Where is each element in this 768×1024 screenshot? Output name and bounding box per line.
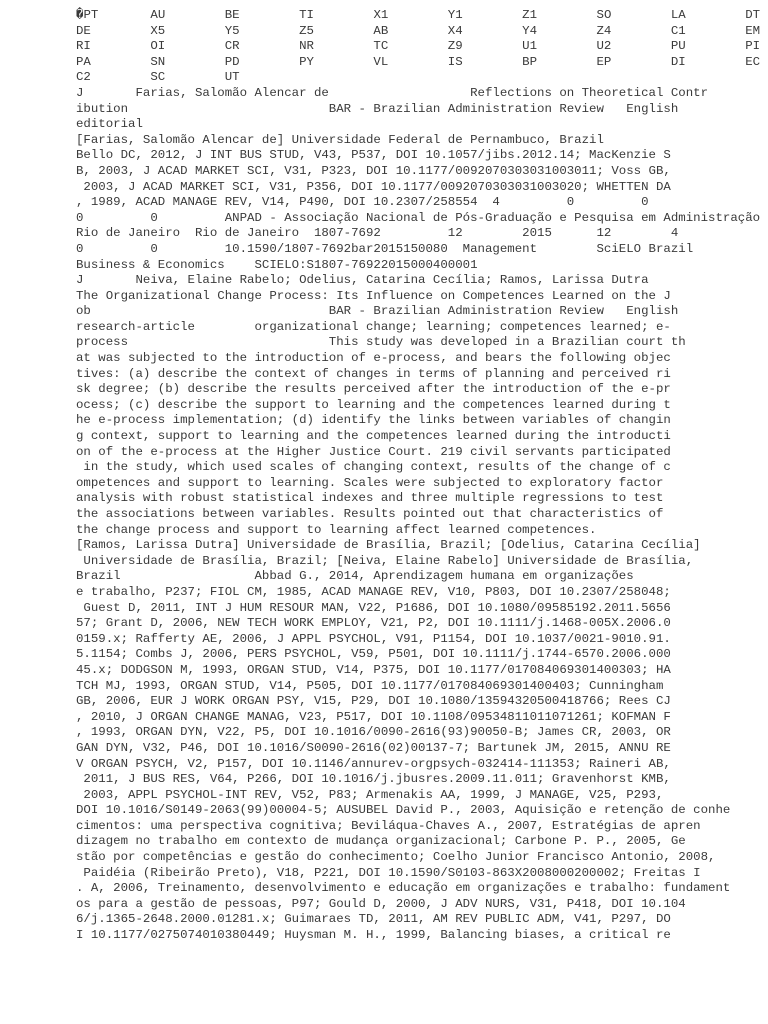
text-line: research-article organizational change; learning; competences learned; e- bbox=[76, 319, 671, 334]
text-line: 2003, J ACAD MARKET SCI, V31, P356, DOI 10.1177/0092070303031003020; WHETTEN DA bbox=[76, 179, 671, 194]
text-line: , 1989, ACAD MANAGE REV, V14, P490, DOI 10.2307/258554 4 0 0 bbox=[76, 195, 649, 210]
text-line: I 10.1177/0275074010380449; Huysman M. H., 1999, Balancing biases, a critical re bbox=[76, 928, 671, 943]
text-line: the change process and support to learning affect learned competences. bbox=[76, 522, 597, 537]
text-line: Universidade de Brasília, Brazil; [Neiva, Elaine Rabelo] Universidade de Brasília, bbox=[76, 553, 694, 568]
text-line: at was subjected to the introduction of e-process, and bears the following objec bbox=[76, 351, 671, 366]
text-line: ocess; (c) describe the support to learning and the competences learned during t bbox=[76, 397, 671, 412]
text-line: �PT AU BE TI X1 Y1 Z1 SO LA DT bbox=[76, 8, 761, 22]
text-line: 0 0 10.1590/1807-7692bar2015150080 Management SciELO Brazil bbox=[76, 241, 694, 256]
text-line: C2 SC UT bbox=[76, 70, 240, 85]
text-line: TCH MJ, 1993, ORGAN STUD, V14, P505, DOI 10.1177/017084069301400403; Cunningham bbox=[76, 678, 664, 693]
text-line: sk degree; (b) describe the results perceived after the introduction of the e-pr bbox=[76, 382, 671, 397]
text-line: PA SN PD PY VL IS BP EP DI EC bbox=[76, 54, 761, 69]
text-line: 6/j.1365-2648.2000.01281.x; Guimaraes TD, 2011, AM REV PUBLIC ADM, V41, P297, DO bbox=[76, 912, 671, 927]
text-line: 0 0 ANPAD - Associação Nacional de Pós-Graduação e Pesquisa em Administração bbox=[76, 210, 761, 225]
text-line: V ORGAN PSYCH, V2, P157, DOI 10.1146/annurev-orgpsych-032414-111353; Raineri AB, bbox=[76, 756, 671, 771]
text-line: editorial bbox=[76, 117, 143, 132]
text-line: Business & Economics SCIELO:S1807-76922015000400001 bbox=[76, 257, 478, 272]
text-line: 2003, APPL PSYCHOL-INT REV, V52, P83; Armenakis AA, 1999, J MANAGE, V25, P293, bbox=[76, 787, 664, 802]
text-line: , 2010, J ORGAN CHANGE MANAG, V23, P517, DOI 10.1108/09534811011071261; KOFMAN F bbox=[76, 709, 671, 724]
text-line: os para a gestão de pessoas, P97; Gould D, 2000, J ADV NURS, V31, P418, DOI 10.104 bbox=[76, 896, 686, 911]
text-line: [Ramos, Larissa Dutra] Universidade de Brasília, Brazil; [Odelius, Catarina Cecília] bbox=[76, 538, 701, 553]
text-line: ompetences and support to learning. Scales were subjected to exploratory factor bbox=[76, 475, 664, 490]
text-line: process This study was developed in a Brazilian court th bbox=[76, 335, 686, 350]
text-line: 57; Grant D, 2006, NEW TECH WORK EMPLOY, V21, P2, DOI 10.1111/j.1468-005X.2006.0 bbox=[76, 616, 671, 631]
text-line: 5.1154; Combs J, 2006, PERS PSYCHOL, V59, P501, DOI 10.1111/j.1744-6570.2006.000 bbox=[76, 647, 671, 662]
text-line: , 1993, ORGAN DYN, V22, P5, DOI 10.1016/0090-2616(93)90050-B; James CR, 2003, OR bbox=[76, 725, 671, 740]
text-line: on of the e-process at the Higher Justice Court. 219 civil servants participated bbox=[76, 444, 671, 459]
text-line: Bello DC, 2012, J INT BUS STUD, V43, P537, DOI 10.1057/jibs.2012.14; MacKenzie S bbox=[76, 148, 671, 163]
text-line: tives: (a) describe the context of changes in terms of planning and perceived ri bbox=[76, 366, 671, 381]
text-line: cimentos: uma perspectiva cognitiva; Beviláqua-Chaves A., 2007, Estratégias de apren bbox=[76, 818, 701, 833]
text-line: [Farias, Salomão Alencar de] Universidade Federal de Pernambuco, Brazil bbox=[76, 132, 604, 147]
text-line: Paidéia (Ribeirão Preto), V18, P221, DOI 10.1590/S0103-863X2008000200002; Freitas I bbox=[76, 865, 701, 880]
text-line: GAN DYN, V32, P46, DOI 10.1016/S0090-2616(02)00137-7; Bartunek JM, 2015, ANNU RE bbox=[76, 740, 671, 755]
text-line: RI OI CR NR TC Z9 U1 U2 PU PI bbox=[76, 39, 761, 54]
text-line: DE X5 Y5 Z5 AB X4 Y4 Z4 C1 EM bbox=[76, 23, 761, 38]
text-line: in the study, which used scales of changing context, results of the change of c bbox=[76, 460, 671, 475]
text-line: 0159.x; Rafferty AE, 2006, J APPL PSYCHOL, V91, P1154, DOI 10.1037/0021-9010.91. bbox=[76, 631, 671, 646]
text-line: dizagem no trabalho em contexto de mudança organizacional; Carbone P. P., 2005, Ge bbox=[76, 834, 686, 849]
text-line: 45.x; DODGSON M, 1993, ORGAN STUD, V14, P375, DOI 10.1177/017084069301400303; HA bbox=[76, 662, 671, 677]
text-line: GB, 2006, EUR J WORK ORGAN PSY, V15, P29, DOI 10.1080/13594320500418766; Rees CJ bbox=[76, 694, 671, 709]
text-line: g context, support to learning and the competences learned during the introducti bbox=[76, 429, 671, 444]
document-text bbox=[76, 8, 766, 944]
text-line: The Organizational Change Process: Its Influence on Competences Learned on the J bbox=[76, 288, 671, 303]
text-line: Guest D, 2011, INT J HUM RESOUR MAN, V22, P1686, DOI 10.1080/09585192.2011.5656 bbox=[76, 600, 671, 615]
text-line: B, 2003, J ACAD MARKET SCI, V31, P323, DOI 10.1177/0092070303031003011; Voss GB, bbox=[76, 163, 671, 178]
text-line: Rio de Janeiro Rio de Janeiro 1807-7692 12 2015 12 4 bbox=[76, 226, 679, 241]
text-line: analysis with robust statistical indexes and three multiple regressions to test bbox=[76, 491, 664, 506]
text-line: the associations between variables. Results pointed out that characteristics of bbox=[76, 507, 664, 521]
text-line: J Farias, Salomão Alencar de Reflections on Theoretical Contr bbox=[76, 85, 709, 100]
text-line: 2011, J BUS RES, V64, P266, DOI 10.1016/j.jbusres.2009.11.011; Gravenhorst KMB, bbox=[76, 772, 671, 787]
text-line: ibution BAR - Brazilian Administration Review English bbox=[76, 101, 679, 116]
text-line: e trabalho, P237; FIOL CM, 1985, ACAD MANAGE REV, V10, P803, DOI 10.2307/258048; bbox=[76, 584, 671, 599]
text-line: stão por competências e gestão do conhecimento; Coelho Junior Francisco Antonio, 2008, bbox=[76, 850, 716, 865]
text-line: DOI 10.1016/S0149-2063(99)00004-5; AUSUBEL David P., 2003, Aquisição e retenção de conhe bbox=[76, 803, 731, 818]
text-line: . A, 2006, Treinamento, desenvolvimento e educação em organizações e trabalho: fundament bbox=[76, 881, 731, 896]
text-line: he e-process implementation; (d) identify the links between variables of changin bbox=[76, 413, 671, 428]
text-line: J Neiva, Elaine Rabelo; Odelius, Catarina Cecília; Ramos, Larissa Dutra bbox=[76, 273, 649, 288]
text-line: ob BAR - Brazilian Administration Review English bbox=[76, 304, 679, 319]
text-line: Brazil Abbad G., 2014, Aprendizagem humana em organizações bbox=[76, 569, 634, 584]
